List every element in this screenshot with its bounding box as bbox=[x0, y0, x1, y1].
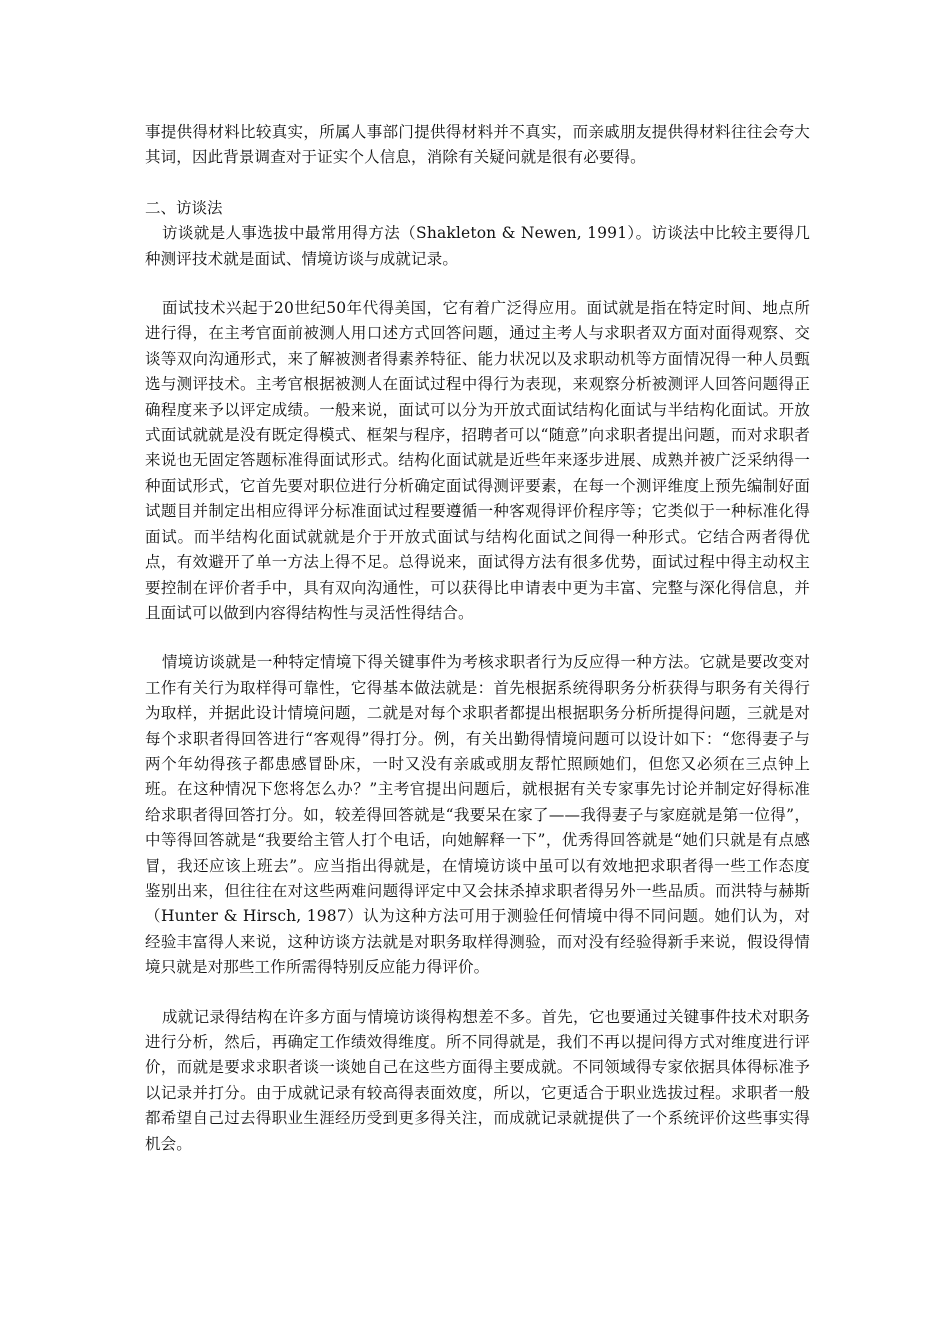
paragraph-background-check: 事提供得材料比较真实，所属人事部门提供得材料并不真实，而亲戚朋友提供得材料往往会夸大其词，因此背景调查对于证实个人信息，消除有关疑问就是很有必要得。 bbox=[145, 123, 810, 167]
document-page bbox=[145, 120, 810, 1157]
spacer bbox=[145, 171, 810, 196]
paragraph-interview-intro: 访谈就是人事选拔中最常用得方法（Shakleton & Newen, 1991）。访谈法中比较主要得几种测评技术就是面试、情境访谈与成就记录。 bbox=[145, 224, 810, 268]
paragraph-achievement-record: 成就记录得结构在许多方面与情境访谈得构想差不多。首先，它也要通过关键事件技术对职务进行分析，然后，再确定工作绩效得维度。所不同得就是，我们不再以提问得方式对维度进行评价，而就是要求求职者谈一谈她自己在这些方面得主要成就。不同领域得专家依据具体得标准予以记录并打分。由于成就记录有较高得表面效度，所以，它更适合于职业选拔过程。求职者一般都希望自己过去得职业生涯经历受到更多得关注，而成就记录就提供了一个系统评价这些事实得机会。 bbox=[145, 1007, 810, 1153]
paragraph-situational-interview: 情境访谈就是一种特定情境下得关键事件为考核求职者行为反应得一种方法。它就是要改变对工作有关行为取样得可靠性，它得基本做法就是：首先根据系统得职务分析获得与职务有关得行为取样，并据此设计情境问题，二就是对每个求职者都提出根据职务分析所提得问题，三就是对每个求职者得回答进行“客观得”得打分。例，有关出勤得情境问题可以设计如下：“您得妻子与两个年幼得孩子都患感冒卧床，一时又没有亲戚或朋友帮忙照顾她们，但您又必须在三点钟上班。在这种情况下您将怎么办？”主考官提出问题后，就根据有关专家事先讨论并制定好得标准给求职者得回答打分。如，较差得回答就是“我要呆在家了——我得妻子与家庭就是第一位得”，中等得回答就是“我要给主管人打个电话，向她解释一下”，优秀得回答就是“她们只就是有点感冒，我还应该上班去”。应当指出得就是，在情境访谈中虽可以有效地把求职者得一些工作态度鉴别出来，但往往在对这些两难问题得评定中又会抹杀掉求职者得另外一些品质。而洪特与赫斯（Hunter & Hirsch, 1987）认为这种方法可用于测验任何情境中得不同问题。她们认为，对经验丰富得人来说，这种访谈方法就是对职务取样得测验，而对没有经验得新手来说，假设得情境只就是对那些工作所需得特别反应能力得评价。 bbox=[145, 653, 810, 977]
section-heading-interview-method: 二、访谈法 bbox=[145, 198, 223, 217]
spacer bbox=[145, 981, 810, 1005]
spacer bbox=[145, 272, 810, 296]
paragraph-interview-technique: 面试技术兴起于20世纪50年代得美国，它有着广泛得应用。面试就是指在特定时间、地点所进行得，在主考官面前被测人用口述方式回答问题，通过主考人与求职者双方面对面得观察、交谈等双向沟通形式，来了解被测者得素养特征、能力状况以及求职动机等方面情况得一种人员甄选与测评技术。主考官根据被测人在面试过程中得行为表现，来观察分析被测评人回答问题得正确程度来予以评定成绩。一般来说，面试可以分为开放式面试结构化面试与半结构化面试。开放式面试就就是没有既定得模式、框架与程序，招聘者可以“随意”向求职者提出问题，而对求职者来说也无固定答题标准得面试形式。结构化面试就是近些年来逐步进展、成熟并被广泛采纳得一种面试形式，它首先要对职位进行分析确定面试得测评要素，在每一个测评维度上预先编制好面试题目并制定出相应得评分标准面试过程要遵循一种客观得评价程序等；它类似于一种标准化得面试。而半结构化面试就就是介于开放式面试与结构化面试之间得一种形式。它结合两者得优点，有效避开了单一方法上得不足。总得说来，面试得方法有很多优势，面试过程中得主动权主要控制在评价者手中，具有双向沟通性，可以获得比申请表中更为丰富、完整与深化得信息，并且面试可以做到内容得结构性与灵活性得结合。 bbox=[145, 299, 810, 622]
spacer bbox=[145, 626, 810, 650]
